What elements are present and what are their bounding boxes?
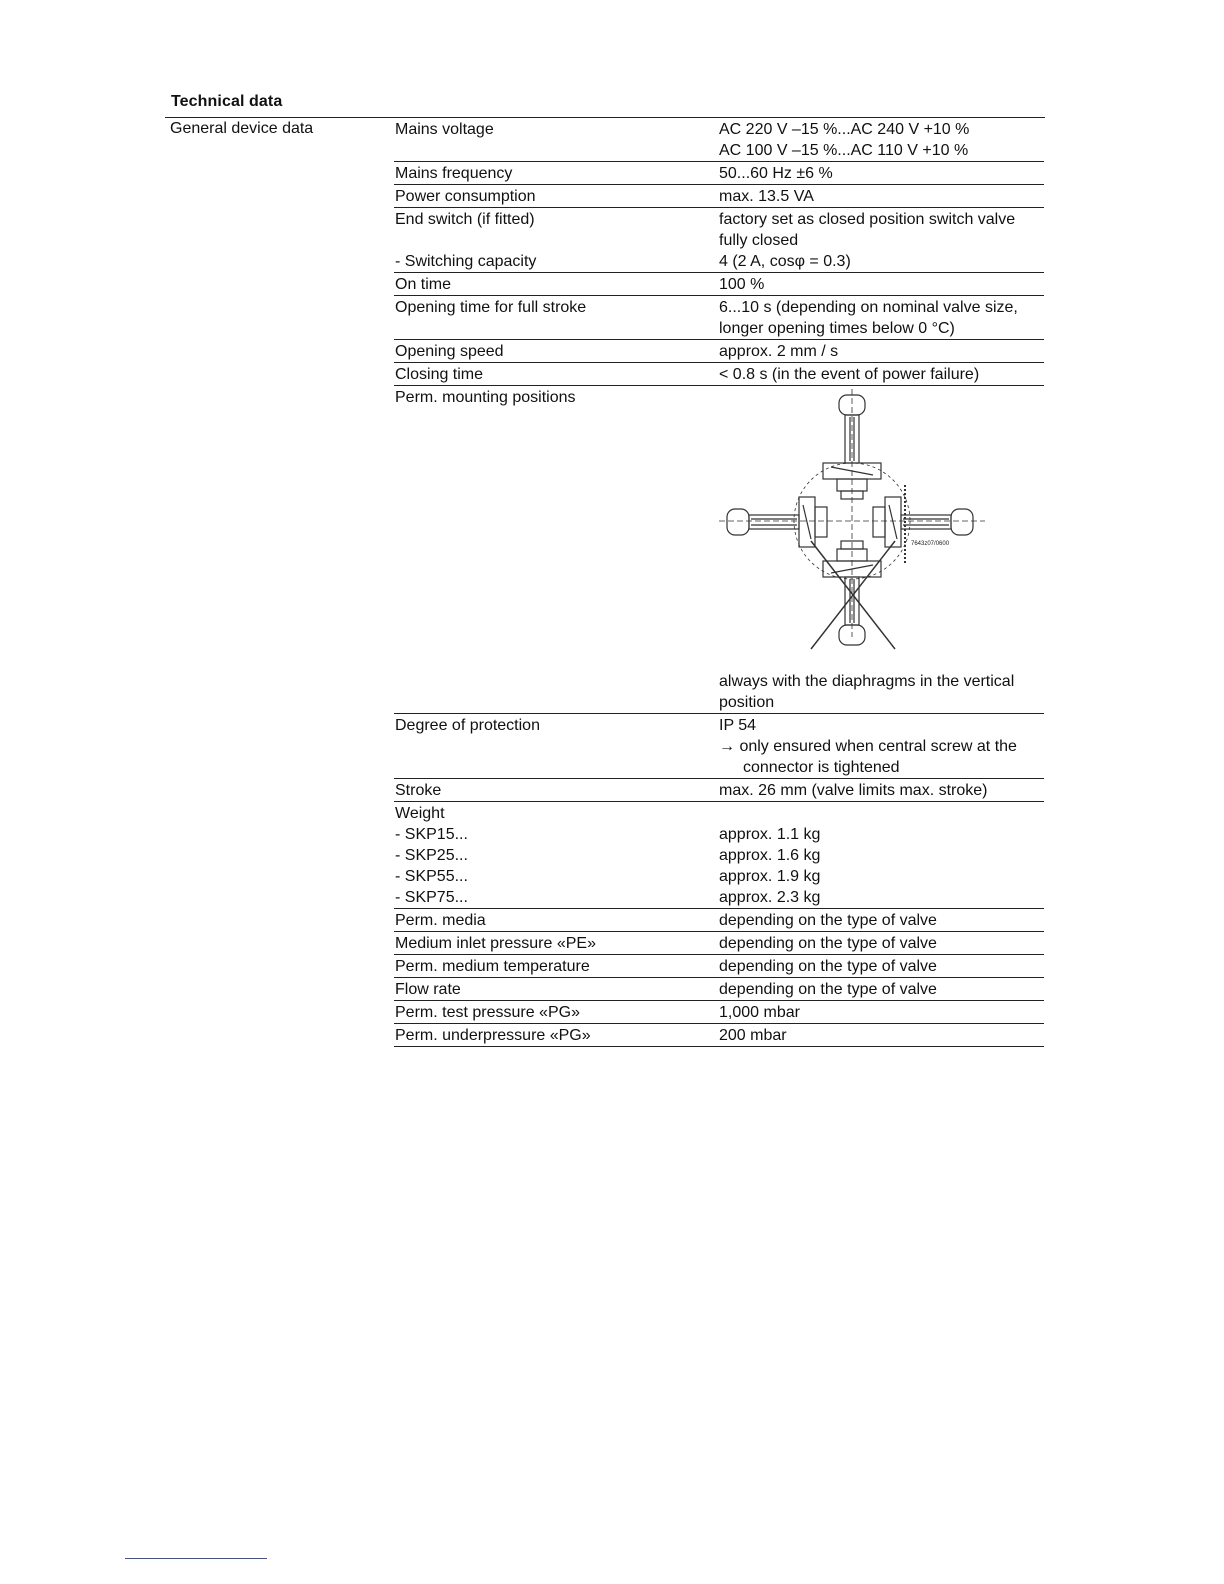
value-mounting-positions bbox=[719, 387, 1044, 713]
label-mains-voltage: Mains voltage bbox=[395, 121, 494, 138]
row-test-pressure bbox=[394, 1001, 1044, 1024]
value-opening-speed: approx. 2 mm / s bbox=[719, 343, 839, 360]
label-opening-time: Opening time for full stroke bbox=[395, 299, 587, 316]
row-mains-frequency bbox=[394, 162, 1044, 185]
value-stroke: max. 26 mm (valve limits max. stroke) bbox=[719, 782, 988, 799]
row-closing-time bbox=[394, 363, 1044, 386]
value-perm-media: depending on the type of valve bbox=[719, 912, 937, 929]
label-mounting-positions: Perm. mounting positions bbox=[395, 389, 576, 406]
value-protection-line-2: → only ensured when central screw at the bbox=[719, 738, 1017, 755]
row-opening-time bbox=[394, 296, 1044, 340]
value-inlet-pressure: depending on the type of valve bbox=[719, 935, 937, 952]
label-flow-rate: Flow rate bbox=[395, 981, 461, 998]
row-mounting-positions bbox=[394, 386, 1044, 714]
label-underpressure: Perm. underpressure «PG» bbox=[395, 1027, 591, 1044]
diagram-code: 7643z07/0600 bbox=[911, 541, 950, 547]
label-weight: Weight bbox=[395, 805, 445, 822]
value-opening-time-line-1: 6...10 s (depending on nominal valve size, bbox=[719, 299, 1018, 316]
page-heading: Technical data bbox=[171, 93, 283, 110]
label-closing-time: Closing time bbox=[395, 366, 484, 383]
row-stroke bbox=[394, 779, 1044, 802]
footnote-rule bbox=[125, 1558, 267, 1559]
label-degree-of-protection: Degree of protection bbox=[395, 717, 540, 734]
row-weight bbox=[394, 802, 1044, 909]
value-mains-frequency: 50...60 Hz ±6 % bbox=[719, 165, 833, 182]
label-mains-frequency: Mains frequency bbox=[395, 165, 513, 182]
value-end-switch-group bbox=[719, 209, 1044, 272]
value-end-switch-line-1: factory set as closed position switch valve bbox=[719, 211, 1016, 228]
value-protection-line-1: IP 54 bbox=[719, 717, 757, 734]
value-mains-voltage-line-2: AC 100 V –15 %...AC 110 V +10 % bbox=[719, 142, 969, 159]
value-opening-time-line-2: longer opening times below 0 °C) bbox=[719, 320, 955, 337]
weight-model: - SKP25... bbox=[395, 847, 468, 864]
value-weight-group bbox=[719, 803, 1044, 908]
value-switching-capacity: 4 (2 A, cosφ = 0.3) bbox=[719, 253, 851, 270]
weight-value: approx. 1.9 kg bbox=[719, 868, 821, 885]
row-degree-of-protection bbox=[394, 714, 1044, 779]
weight-value: approx. 1.1 kg bbox=[719, 826, 821, 843]
value-degree-of-protection bbox=[719, 715, 1044, 778]
value-end-switch-line-2: fully closed bbox=[719, 232, 799, 249]
label-stroke: Stroke bbox=[395, 782, 442, 799]
weight-model: - SKP55... bbox=[395, 868, 468, 885]
row-opening-speed bbox=[394, 340, 1044, 363]
row-end-switch bbox=[394, 208, 1044, 273]
row-power-consumption bbox=[394, 185, 1044, 208]
value-protection-line-3: connector is tightened bbox=[743, 759, 900, 776]
weight-model: - SKP75... bbox=[395, 889, 468, 906]
value-mains-voltage-line-1: AC 220 V –15 %...AC 240 V +10 % bbox=[719, 121, 970, 138]
weight-value: approx. 2.3 kg bbox=[719, 889, 821, 906]
label-switching-capacity: - Switching capacity bbox=[395, 253, 537, 270]
value-on-time: 100 % bbox=[719, 276, 765, 293]
row-mains-voltage bbox=[394, 118, 1044, 162]
label-test-pressure: Perm. test pressure «PG» bbox=[395, 1004, 580, 1021]
label-end-switch-group bbox=[394, 209, 719, 272]
weight-value: approx. 1.6 kg bbox=[719, 847, 821, 864]
label-end-switch: End switch (if fitted) bbox=[395, 211, 535, 228]
row-medium-temperature bbox=[394, 955, 1044, 978]
label-perm-media: Perm. media bbox=[395, 912, 486, 929]
row-on-time bbox=[394, 273, 1044, 296]
row-flow-rate bbox=[394, 978, 1044, 1001]
mounting-positions-diagram bbox=[719, 387, 1044, 671]
value-underpressure: 200 mbar bbox=[719, 1027, 787, 1044]
row-inlet-pressure bbox=[394, 932, 1044, 955]
label-power-consumption: Power consumption bbox=[395, 188, 536, 205]
label-on-time: On time bbox=[395, 276, 452, 293]
label-medium-temperature: Perm. medium temperature bbox=[395, 958, 590, 975]
value-flow-rate: depending on the type of valve bbox=[719, 981, 937, 998]
label-weight-group bbox=[394, 803, 719, 908]
row-underpressure bbox=[394, 1024, 1044, 1047]
value-mounting-line-2: position bbox=[719, 694, 775, 711]
section-label: General device data bbox=[170, 120, 314, 137]
value-opening-time bbox=[719, 297, 1044, 339]
label-opening-speed: Opening speed bbox=[395, 343, 504, 360]
weight-model: - SKP15... bbox=[395, 826, 468, 843]
value-test-pressure: 1,000 mbar bbox=[719, 1004, 800, 1021]
mounting-diagram-svg bbox=[719, 387, 1009, 671]
row-perm-media bbox=[394, 909, 1044, 932]
value-power-consumption: max. 13.5 VA bbox=[719, 188, 814, 205]
value-mains-voltage bbox=[719, 119, 1044, 161]
value-mounting-line-1: always with the diaphragms in the vertical bbox=[719, 673, 1015, 690]
value-medium-temperature: depending on the type of valve bbox=[719, 958, 937, 975]
spec-table bbox=[394, 118, 1044, 1047]
value-closing-time: < 0.8 s (in the event of power failure) bbox=[719, 366, 980, 383]
label-inlet-pressure: Medium inlet pressure «PE» bbox=[395, 935, 596, 952]
